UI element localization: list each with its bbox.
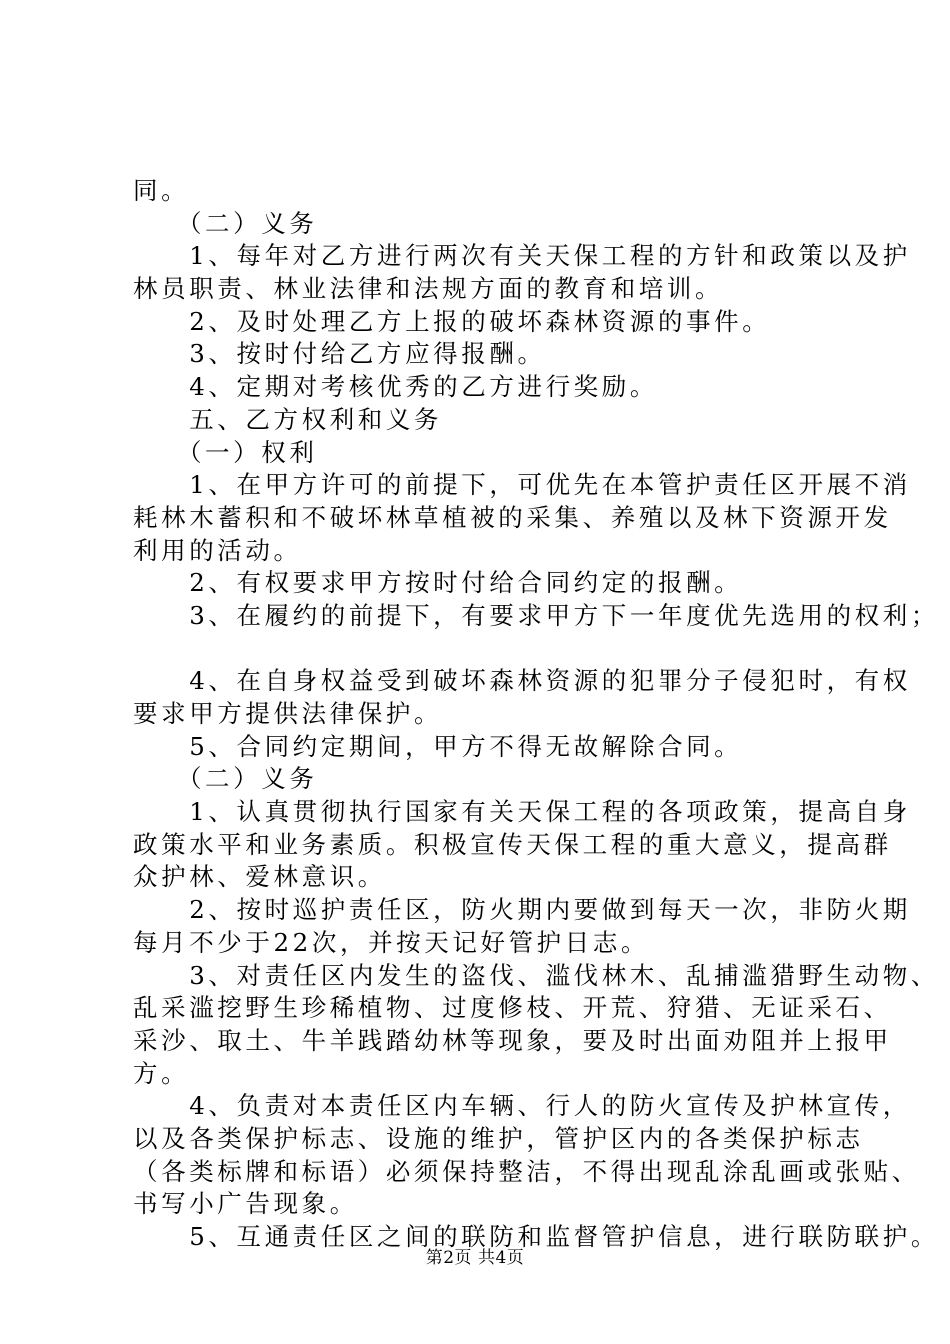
document-body — [133, 175, 939, 1254]
subsection-heading: （二）义务 — [133, 764, 318, 794]
page-footer: 第2页 共4页 — [425, 1248, 525, 1268]
text-line: 以及各类保护标志、设施的维护，管护区内的各类保护标志 — [133, 1123, 864, 1153]
text-line: 2、按时巡护责任区，防火期内要做到每天一次，非防火期 — [133, 895, 911, 925]
text-line: 1、认真贯彻执行国家有关天保工程的各项政策，提高自身 — [133, 797, 911, 827]
text-line: 3、对责任区内发生的盗伐、滥伐林木、乱捕滥猎野生动物、 — [133, 960, 939, 990]
section-heading: 五、乙方权利和义务 — [133, 404, 443, 434]
text-line: 2、及时处理乙方上报的破坏森林资源的事件。 — [133, 306, 771, 336]
text-line: 4、在自身权益受到破坏森林资源的犯罪分子侵犯时，有权 — [133, 666, 911, 696]
blank-line — [133, 633, 850, 666]
text-line: 耗林木蓄积和不破坏林草植被的采集、养殖以及林下资源开发 — [133, 502, 892, 532]
text-line: 4、定期对考核优秀的乙方进行奖励。 — [133, 372, 658, 402]
text-line: 1、每年对乙方进行两次有关天保工程的方针和政策以及护 — [133, 241, 911, 271]
text-line: 众护林、爱林意识。 — [133, 862, 386, 892]
text-line: 3、在履约的前提下，有要求甲方下一年度优先选用的权利； — [133, 600, 939, 630]
text-line: 要求甲方提供法律保护。 — [133, 699, 443, 728]
text-line: 林员职责、林业法律和法规方面的教育和培训。 — [133, 274, 724, 304]
text-line: 每月不少于22次，并按天记好管护日志。 — [133, 927, 650, 957]
text-line: 方。 — [133, 1058, 190, 1088]
text-line: 利用的活动。 — [133, 535, 302, 565]
text-line: 书写小广告现象。 — [133, 1189, 358, 1219]
text-line: 4、负责对本责任区内车辆、行人的防火宣传及护林宣传， — [133, 1091, 911, 1121]
text-line: （二）义务 — [133, 208, 318, 238]
text-line: 5、互通责任区之间的联防和监督管护信息，进行联防联护。 — [133, 1222, 939, 1251]
text-line: 采沙、取土、牛羊践踏幼林等现象，要及时出面劝阻并上报甲 — [133, 1025, 892, 1055]
subsection-heading: （一）权利 — [133, 437, 318, 467]
text-line: （各类标牌和标语）必须保持整洁，不得出现乱涂乱画或张贴、 — [133, 1156, 920, 1186]
text-line: 政策水平和业务素质。积极宣传天保工程的重大意义，提高群 — [133, 829, 892, 859]
text-line: 同。 — [133, 176, 190, 205]
text-line: 1、在甲方许可的前提下，可优先在本管护责任区开展不消 — [133, 470, 911, 500]
text-line: 2、有权要求甲方按时付给合同约定的报酬。 — [133, 568, 743, 598]
text-line: 5、合同约定期间，甲方不得无故解除合同。 — [133, 731, 743, 761]
text-line: 乱采滥挖野生珍稀植物、过度修枝、开荒、狩猎、无证采石、 — [133, 993, 892, 1023]
text-line: 3、按时付给乙方应得报酬。 — [133, 339, 546, 369]
